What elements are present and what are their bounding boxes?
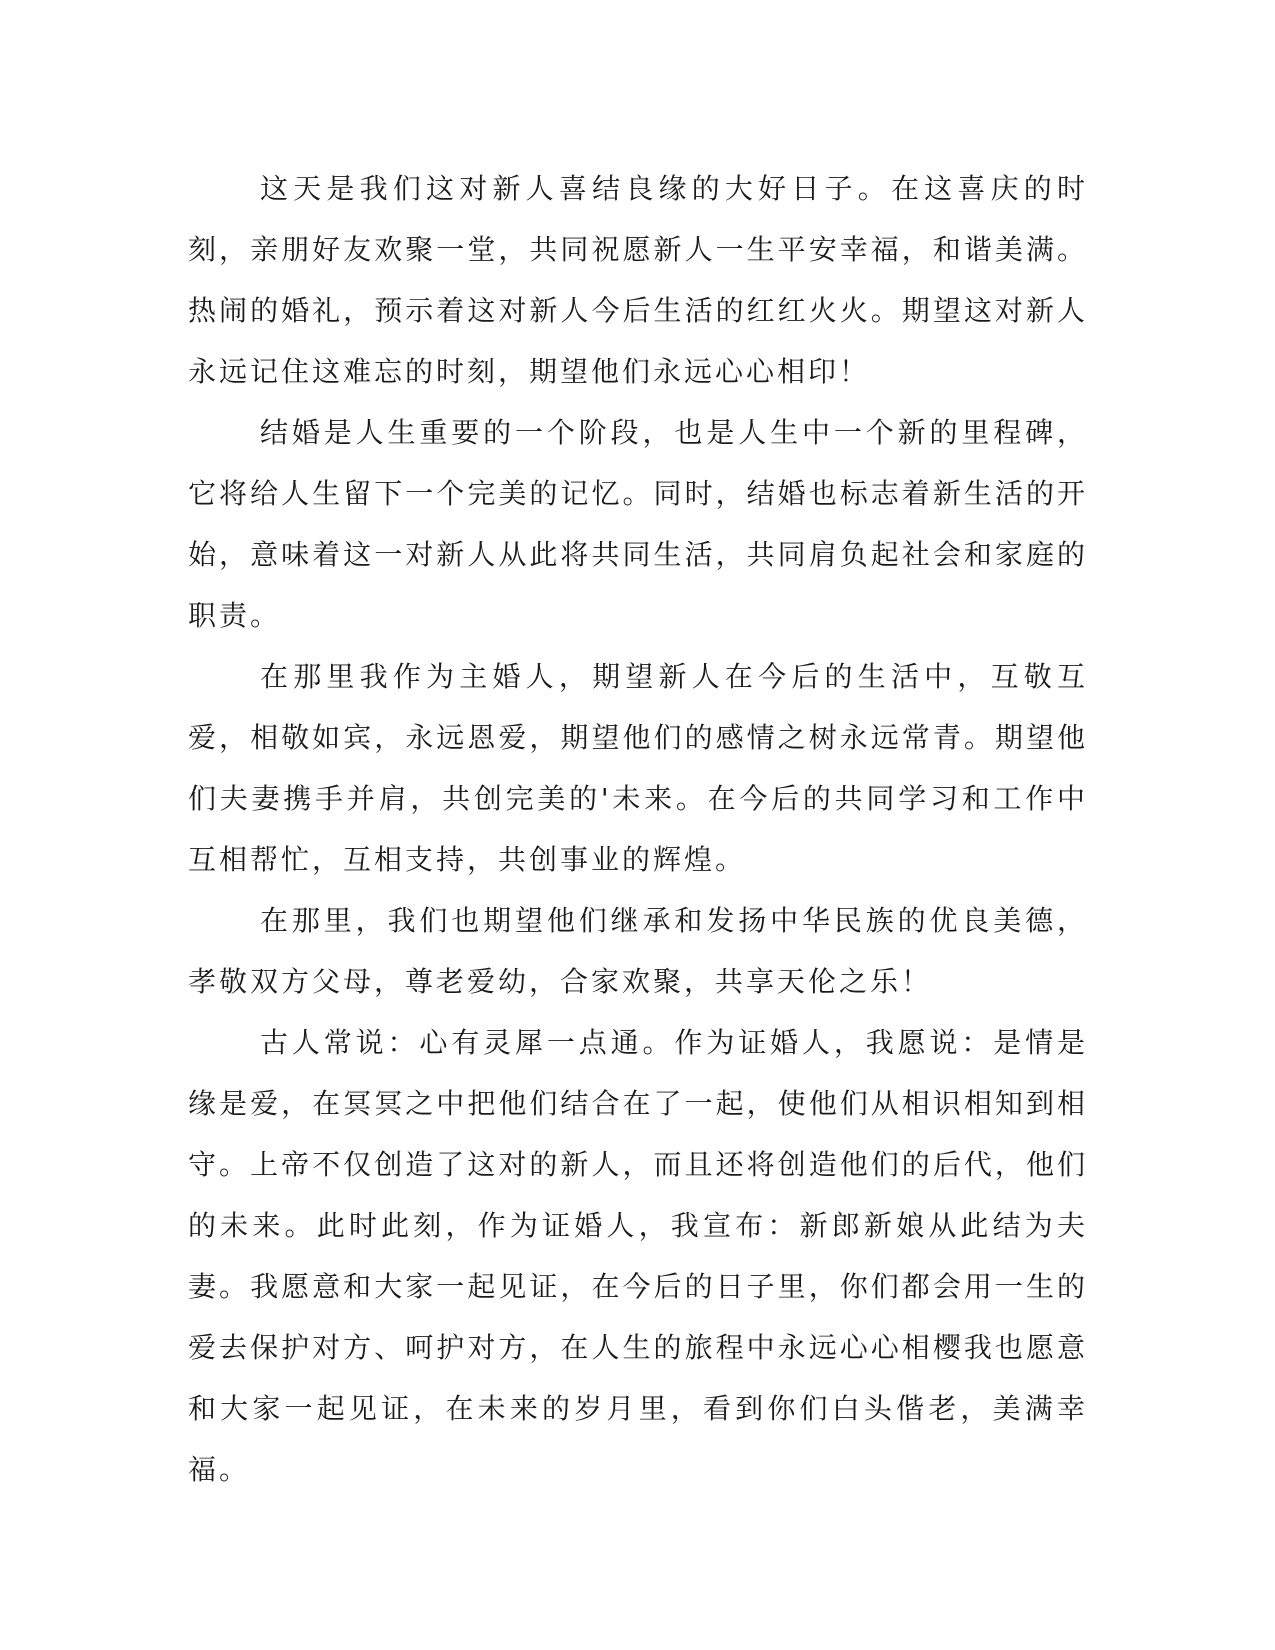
- paragraph-2: 结婚是人生重要的一个阶段，也是人生中一个新的里程碑，它将给人生留下一个完美的记忆。同时，结婚也标志着新生活的开始，意味着这一对新人从此将共同生活，共同肩负起社会和家庭的职责。: [188, 416, 1088, 632]
- paragraph-4: 在那里，我们也期望他们继承和发扬中华民族的优良美德，孝敬双方父母，尊老爱幼，合家欢聚，共享天伦之乐！: [188, 904, 1088, 998]
- paragraph-3: 在那里我作为主婚人，期望新人在今后的生活中，互敬互爱，相敬如宾，永远恩爱，期望他们的感情之树永远常青。期望他们夫妻携手并肩，共创完美的'未来。在今后的共同学习和工作中互相帮忙，互相支持，共创事业的辉煌。: [188, 660, 1088, 876]
- paragraph-1: 这天是我们这对新人喜结良缘的大好日子。在这喜庆的时刻，亲朋好友欢聚一堂，共同祝愿新人一生平安幸福，和谐美满。热闹的婚礼，预示着这对新人今后生活的红红火火。期望这对新人永远记住这难忘的时刻，期望他们永远心心相印！: [188, 172, 1088, 388]
- paragraph-5: 古人常说：心有灵犀一点通。作为证婚人，我愿说：是情是缘是爱，在冥冥之中把他们结合在了一起，使他们从相识相知到相守。上帝不仅创造了这对的新人，而且还将创造他们的后代，他们的未来。此时此刻，作为证婚人，我宣布：新郎新娘从此结为夫妻。我愿意和大家一起见证，在今后的日子里，你们都会用一生的爱去保护对方、呵护对方，在人生的旅程中永远心心相樱我也愿意和大家一起见证，在未来的岁月里，看到你们白头偕老，美满幸福。: [188, 1026, 1088, 1486]
- document-body: [188, 158, 1088, 1500]
